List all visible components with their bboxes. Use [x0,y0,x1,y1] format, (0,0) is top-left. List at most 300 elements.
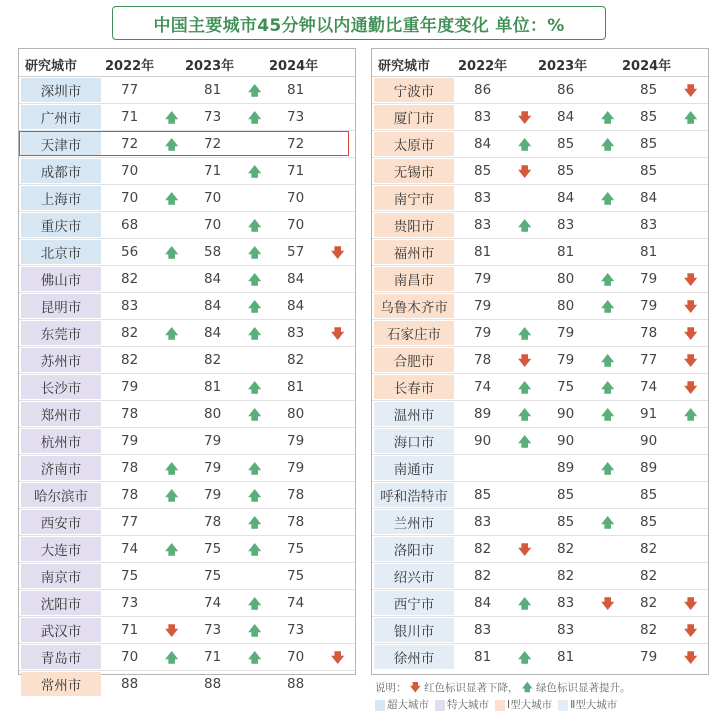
up-arrow-icon: 🡅 [248,327,262,342]
table-row [372,320,708,347]
table-row [19,374,355,401]
city-name: 青岛市 [21,645,101,669]
up-arrow-icon: 🡅 [165,489,179,504]
value-2022: 85 [474,487,492,503]
up-arrow-icon: 🡅 [248,516,262,531]
table-row [19,158,355,185]
value-2024: 75 [287,541,305,557]
up-arrow-icon: 🡅 [601,192,615,207]
value-2024: 85 [640,163,658,179]
header-2022: 2022年 [458,59,508,74]
city-name: 长沙市 [21,375,101,399]
table-row [372,104,708,131]
header-2022: 2022年 [105,59,155,74]
value-2023: 83 [557,595,575,611]
city-name: 南宁市 [374,186,454,210]
table-row [19,239,355,266]
up-arrow-icon: 🡅 [248,111,262,126]
table-row [19,401,355,428]
value-2022: 79 [121,433,139,449]
table-row [19,320,355,347]
up-arrow-icon: 🡅 [518,219,532,234]
value-2023: 83 [557,622,575,638]
down-arrow-icon: 🡇 [409,682,421,694]
value-2023: 82 [557,541,575,557]
up-arrow-icon: 🡅 [165,651,179,666]
header-2023: 2023年 [538,59,588,74]
city-name: 杭州市 [21,429,101,453]
value-2024: 78 [287,487,305,503]
city-name: 长春市 [374,375,454,399]
value-2023: 70 [204,190,222,206]
city-name: 深圳市 [21,78,101,102]
value-2023: 83 [557,217,575,233]
table-row [372,293,708,320]
value-2023: 80 [557,298,575,314]
value-2023: 82 [557,568,575,584]
value-2022: 78 [121,460,139,476]
up-arrow-icon: 🡅 [601,138,615,153]
down-arrow-icon: 🡇 [331,327,345,342]
down-arrow-icon: 🡇 [684,597,698,612]
table-row [19,428,355,455]
value-2024: 79 [640,298,658,314]
city-name: 昆明市 [21,294,101,318]
value-2022: 85 [474,163,492,179]
down-arrow-icon: 🡇 [684,84,698,99]
up-arrow-icon: 🡅 [518,381,532,396]
page-title: 中国主要城市45分钟以内通勤比重年度变化 单位：% [112,6,606,40]
table-row [372,617,708,644]
table-row [19,671,355,698]
up-arrow-icon: 🡅 [684,111,698,126]
legend-swatch [375,700,385,711]
table-row [372,77,708,104]
value-2024: 78 [287,514,305,530]
city-name: 贵阳市 [374,213,454,237]
up-arrow-icon: 🡅 [248,651,262,666]
table-row [19,266,355,293]
up-arrow-icon: 🡅 [248,624,262,639]
value-2022: 84 [474,136,492,152]
up-arrow-icon: 🡅 [601,273,615,288]
city-name: 温州市 [374,402,454,426]
value-2022: 81 [474,649,492,665]
down-arrow-icon: 🡇 [684,624,698,639]
city-name: 东莞市 [21,321,101,345]
table-row [372,401,708,428]
up-arrow-icon: 🡅 [248,543,262,558]
up-arrow-icon: 🡅 [518,408,532,423]
table-row [372,158,708,185]
table-header [19,49,355,77]
value-2024: 82 [287,352,305,368]
header-city: 研究城市 [378,59,431,74]
left-rows [19,77,355,698]
down-arrow-icon: 🡇 [518,354,532,369]
value-2024: 75 [287,568,305,584]
table-row [19,185,355,212]
table-row [372,185,708,212]
up-arrow-icon: 🡅 [165,111,179,126]
note-down-text: 红色标识显著下降， [423,682,519,694]
value-2024: 85 [640,136,658,152]
value-2022: 78 [474,352,492,368]
table-row [372,212,708,239]
value-2023: 86 [557,82,575,98]
up-arrow-icon: 🡅 [165,138,179,153]
table-row [19,617,355,644]
value-2024: 88 [287,676,305,692]
city-name: 北京市 [21,240,101,264]
legend-item [558,697,617,712]
value-2023: 71 [204,649,222,665]
value-2023: 73 [204,109,222,125]
up-arrow-icon: 🡅 [248,462,262,477]
up-arrow-icon: 🡅 [518,327,532,342]
city-name: 无锡市 [374,159,454,183]
left-table [18,48,356,694]
up-arrow-icon: 🡅 [521,682,533,694]
value-2023: 72 [204,136,222,152]
up-arrow-icon: 🡅 [684,408,698,423]
value-2024: 79 [640,649,658,665]
value-2023: 79 [204,487,222,503]
city-name: 南昌市 [374,267,454,291]
city-name: 上海市 [21,186,101,210]
city-name: 乌鲁木齐市 [374,294,454,318]
up-arrow-icon: 🡅 [518,138,532,153]
value-2024: 74 [640,379,658,395]
table-row [19,536,355,563]
city-name: 福州市 [374,240,454,264]
table-row [372,590,708,617]
value-2022: 71 [121,109,139,125]
city-name: 重庆市 [21,213,101,237]
value-2022: 79 [121,379,139,395]
value-2024: 83 [287,325,305,341]
down-arrow-icon: 🡇 [684,354,698,369]
value-2023: 75 [557,379,575,395]
value-2024: 74 [287,595,305,611]
value-2024: 84 [287,298,305,314]
up-arrow-icon: 🡅 [601,111,615,126]
legend-swatch [435,700,445,711]
value-2022: 90 [474,433,492,449]
city-name: 成都市 [21,159,101,183]
value-2022: 56 [121,244,139,260]
table-row [372,266,708,293]
table-row [372,644,708,671]
value-2024: 89 [640,460,658,476]
city-name: 洛阳市 [374,537,454,561]
up-arrow-icon: 🡅 [165,462,179,477]
value-2023: 88 [204,676,222,692]
value-2022: 70 [121,190,139,206]
down-arrow-icon: 🡇 [331,651,345,666]
city-name: 天津市 [21,132,101,156]
table-row [19,482,355,509]
table-row [19,212,355,239]
up-arrow-icon: 🡅 [518,435,532,450]
table-row [372,131,708,158]
table-row [19,293,355,320]
value-2022: 83 [474,109,492,125]
table-row [372,563,708,590]
value-2022: 78 [121,406,139,422]
value-2023: 75 [204,568,222,584]
right-table [371,48,709,675]
up-arrow-icon: 🡅 [601,408,615,423]
value-2023: 85 [557,514,575,530]
value-2022: 82 [121,352,139,368]
city-name: 郑州市 [21,402,101,426]
value-2024: 84 [640,190,658,206]
city-name: 武汉市 [21,618,101,642]
value-2024: 81 [287,82,305,98]
value-2024: 77 [640,352,658,368]
value-2024: 73 [287,109,305,125]
up-arrow-icon: 🡅 [601,354,615,369]
value-2024: 81 [287,379,305,395]
value-2023: 79 [204,460,222,476]
table-row [19,77,355,104]
table-row [19,563,355,590]
table-row [372,536,708,563]
value-2023: 84 [204,325,222,341]
up-arrow-icon: 🡅 [601,516,615,531]
value-2022: 71 [121,622,139,638]
value-2024: 82 [640,622,658,638]
city-name: 银川市 [374,618,454,642]
value-2024: 83 [640,217,658,233]
table-row [19,455,355,482]
table-row [19,509,355,536]
value-2023: 75 [204,541,222,557]
value-2023: 90 [557,406,575,422]
city-name: 济南市 [21,456,101,480]
city-name: 石家庄市 [374,321,454,345]
legend-label: Ⅰ型大城市 [507,699,553,711]
value-2023: 81 [557,244,575,260]
up-arrow-icon: 🡅 [248,84,262,99]
value-2023: 79 [204,433,222,449]
value-2024: 73 [287,622,305,638]
city-name: 常州市 [21,672,101,696]
value-2024: 84 [287,271,305,287]
up-arrow-icon: 🡅 [248,300,262,315]
value-2024: 79 [287,460,305,476]
value-2024: 78 [640,325,658,341]
value-2023: 81 [204,379,222,395]
city-name: 苏州市 [21,348,101,372]
value-2022: 82 [121,325,139,341]
city-name: 沈阳市 [21,591,101,615]
value-2022: 81 [474,244,492,260]
value-2022: 82 [121,271,139,287]
table-row [372,374,708,401]
value-2022: 72 [121,136,139,152]
down-arrow-icon: 🡇 [601,597,615,612]
value-2022: 83 [474,190,492,206]
value-2022: 83 [474,217,492,233]
value-2023: 82 [204,352,222,368]
down-arrow-icon: 🡇 [684,327,698,342]
value-2024: 85 [640,109,658,125]
note-up-text: 绿色标识显著提升。 [535,682,631,694]
table-row [19,104,355,131]
value-2023: 84 [204,271,222,287]
value-2023: 89 [557,460,575,476]
city-name: 南通市 [374,456,454,480]
value-2022: 83 [121,298,139,314]
table-row [372,509,708,536]
down-arrow-icon: 🡇 [165,624,179,639]
city-name: 西安市 [21,510,101,534]
value-2024: 72 [287,136,305,152]
value-2023: 74 [204,595,222,611]
value-2024: 82 [640,541,658,557]
value-2022: 74 [121,541,139,557]
value-2022: 79 [474,325,492,341]
down-arrow-icon: 🡇 [684,300,698,315]
value-2023: 84 [204,298,222,314]
city-name: 宁波市 [374,78,454,102]
city-name: 太原市 [374,132,454,156]
up-arrow-icon: 🡅 [248,246,262,261]
up-arrow-icon: 🡅 [601,462,615,477]
down-arrow-icon: 🡇 [684,381,698,396]
value-2024: 79 [287,433,305,449]
table-row [372,239,708,266]
value-2024: 70 [287,217,305,233]
value-2022: 70 [121,649,139,665]
table-row [372,455,708,482]
city-name: 徐州市 [374,645,454,669]
legend-item [435,697,489,712]
value-2022: 79 [474,298,492,314]
value-2022: 77 [121,82,139,98]
up-arrow-icon: 🡅 [248,381,262,396]
value-2024: 82 [640,595,658,611]
value-2022: 78 [121,487,139,503]
up-arrow-icon: 🡅 [518,597,532,612]
city-name: 广州市 [21,105,101,129]
value-2023: 85 [557,163,575,179]
table-row [19,644,355,671]
value-2022: 79 [474,271,492,287]
value-2024: 85 [640,514,658,530]
value-2022: 84 [474,595,492,611]
value-2022: 75 [121,568,139,584]
note-prefix: 说明： [375,682,407,694]
value-2022: 82 [474,541,492,557]
value-2024: 85 [640,82,658,98]
value-2023: 81 [204,82,222,98]
value-2022: 74 [474,379,492,395]
down-arrow-icon: 🡇 [518,543,532,558]
down-arrow-icon: 🡇 [684,651,698,666]
down-arrow-icon: 🡇 [331,246,345,261]
up-arrow-icon: 🡅 [165,543,179,558]
value-2024: 81 [640,244,658,260]
value-2024: 57 [287,244,305,260]
legend [375,697,617,712]
value-2024: 85 [640,487,658,503]
city-name: 合肥市 [374,348,454,372]
right-rows [372,77,708,671]
up-arrow-icon: 🡅 [165,327,179,342]
value-2022: 68 [121,217,139,233]
value-2023: 85 [557,136,575,152]
value-2024: 90 [640,433,658,449]
value-2023: 90 [557,433,575,449]
up-arrow-icon: 🡅 [248,597,262,612]
value-2023: 80 [204,406,222,422]
value-2022: 83 [474,622,492,638]
down-arrow-icon: 🡇 [684,273,698,288]
table-row [19,131,355,158]
table-header [372,49,708,77]
city-name: 哈尔滨市 [21,483,101,507]
value-2024: 82 [640,568,658,584]
value-2022: 86 [474,82,492,98]
value-2022: 88 [121,676,139,692]
up-arrow-icon: 🡅 [165,192,179,207]
city-name: 厦门市 [374,105,454,129]
up-arrow-icon: 🡅 [165,246,179,261]
value-2022: 82 [474,568,492,584]
value-2022: 89 [474,406,492,422]
header-2024: 2024年 [622,59,672,74]
value-2023: 79 [557,325,575,341]
header-city: 研究城市 [25,59,78,74]
table-row [372,347,708,374]
value-2022: 77 [121,514,139,530]
legend-label: Ⅱ型大城市 [570,699,618,711]
value-2023: 84 [557,109,575,125]
value-2023: 81 [557,649,575,665]
city-name: 兰州市 [374,510,454,534]
value-2023: 71 [204,163,222,179]
value-2024: 70 [287,190,305,206]
up-arrow-icon: 🡅 [601,300,615,315]
city-name: 西宁市 [374,591,454,615]
legend-label: 超大城市 [387,699,429,711]
value-2023: 70 [204,217,222,233]
legend-item [495,697,552,712]
value-2023: 73 [204,622,222,638]
value-2022: 73 [121,595,139,611]
legend-swatch [495,700,505,711]
value-2024: 70 [287,649,305,665]
legend-label: 特大城市 [447,699,489,711]
value-2024: 91 [640,406,658,422]
city-name: 大连市 [21,537,101,561]
legend-item [375,697,429,712]
value-2023: 58 [204,244,222,260]
table-row [19,347,355,374]
up-arrow-icon: 🡅 [248,165,262,180]
city-name: 南京市 [21,564,101,588]
value-2024: 79 [640,271,658,287]
city-name: 呼和浩特市 [374,483,454,507]
up-arrow-icon: 🡅 [248,489,262,504]
down-arrow-icon: 🡇 [518,165,532,180]
city-name: 绍兴市 [374,564,454,588]
value-2023: 85 [557,487,575,503]
down-arrow-icon: 🡇 [518,111,532,126]
